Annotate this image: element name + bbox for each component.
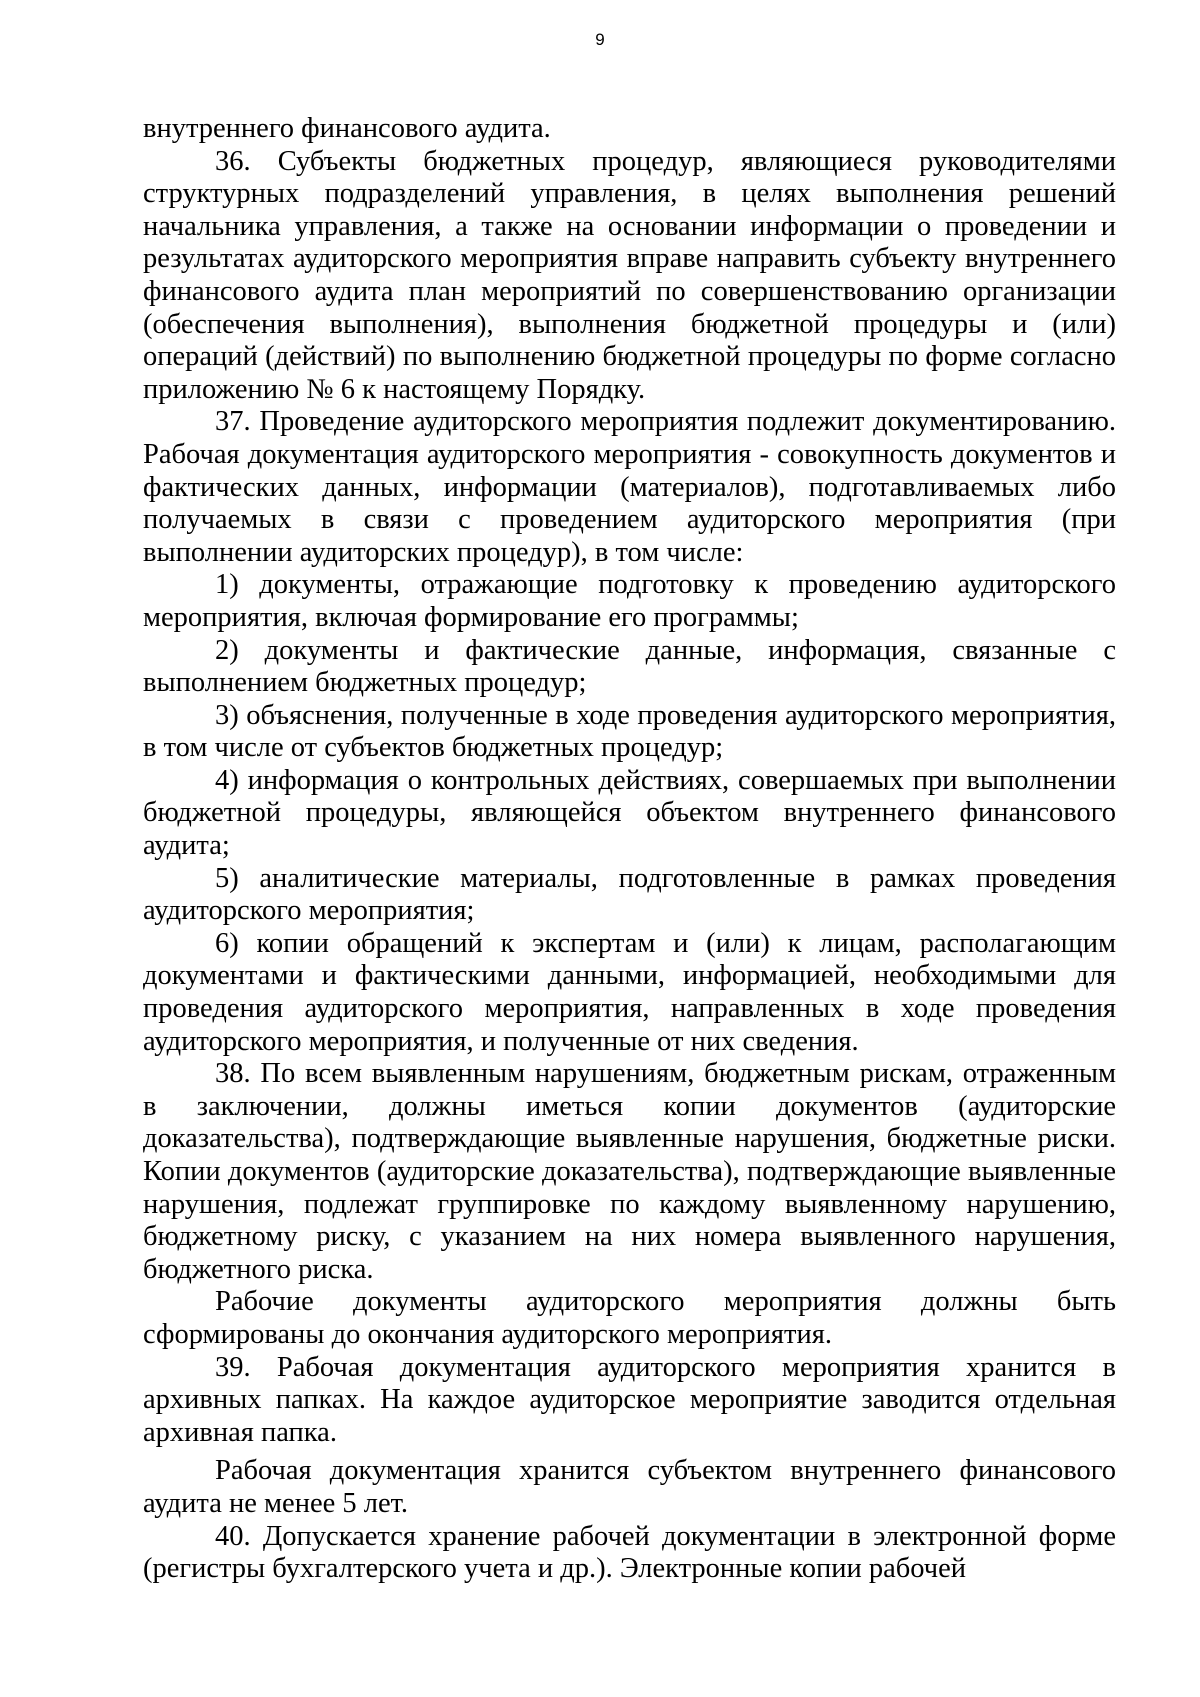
list-item-1: 1) документы, отражающие подготовку к проведению аудиторского мероприятия, включая формирование его программы; [143, 569, 1116, 633]
list-item-2: 2) документы и фактические данные, информация, связанные с выполнением бюджетных процедур; [143, 634, 1116, 699]
paragraph-item-36: 36. Субъекты бюджетных процедур, являющиеся руководителями структурных подразделений управления, в целях выполнения решений начальника управления, а также на основании информации о проведении и результатах аудиторского мероприятия вправе направить субъекту внутреннего финансового аудита план мероприятий по совершенствованию организации (обеспечения выполнения), выполнения бюджетной процедуры и (или) операций (действий) по выполнению бюджетной процедуры по форме согласно приложению № 6 к настоящему Порядку. [143, 145, 1116, 405]
paragraph-working-documents: Рабочие документы аудиторского мероприятия должны быть сформированы до окончания аудиторского мероприятия. [143, 1286, 1116, 1350]
paragraph-item-40: 40. Допускается хранение рабочей документации в электронной форме (регистры бухгалтерского учета и др.). Электронные копии рабочей [143, 1520, 1116, 1585]
page-number: 9 [595, 30, 605, 49]
list-item-5: 5) аналитические материалы, подготовленные в рамках проведения аудиторского мероприятия; [143, 862, 1116, 927]
paragraph-item-37: 37. Проведение аудиторского мероприятия подлежит документированию. Рабочая документация аудиторского мероприятия - совокупность документов и фактических данных, информации (материалов), подготавливаемых либо получаемых в связи с проведением аудиторского мероприятия (при выполнении аудиторских процедур), в том числе: [143, 406, 1116, 568]
paragraph-continuation: внутреннего финансового аудита. [143, 113, 551, 144]
list-item-6: 6) копии обращений к экспертам и (или) к лицам, располагающим документами и фактическими данными, информацией, необходимыми для проведения аудиторского мероприятия, направленных в ходе проведения аудиторского мероприятия, и полученные от них сведения. [143, 927, 1116, 1057]
list-item-3: 3) объяснения, полученные в ходе проведения аудиторского мероприятия, в том числе от субъектов бюджетных процедур; [143, 699, 1116, 764]
paragraph-item-38: 38. По всем выявленным нарушениям, бюджетным рискам, отраженным в заключении, должны иметься копии документов (аудиторские доказательства), подтверждающие выявленные нарушения, бюджетные риски. Копии документов (аудиторские доказательства), подтверждающие выявленные нарушения, подлежат группировке по каждому выявленному нарушению, бюджетному риску, с указанием на них номера выявленного нарушения, бюджетного риска. [143, 1058, 1116, 1285]
paragraph-item-39: 39. Рабочая документация аудиторского мероприятия хранится в архивных папках. На каждое аудиторское мероприятие заводится отдельная архивная папка. [143, 1351, 1116, 1448]
document-body [143, 113, 1116, 1586]
list-item-4: 4) информация о контрольных действиях, совершаемых при выполнении бюджетной процедуры, являющейся объектом внутреннего финансового аудита; [143, 764, 1116, 862]
paragraph-storage-period: Рабочая документация хранится субъектом внутреннего финансового аудита не менее 5 лет. [143, 1455, 1116, 1519]
